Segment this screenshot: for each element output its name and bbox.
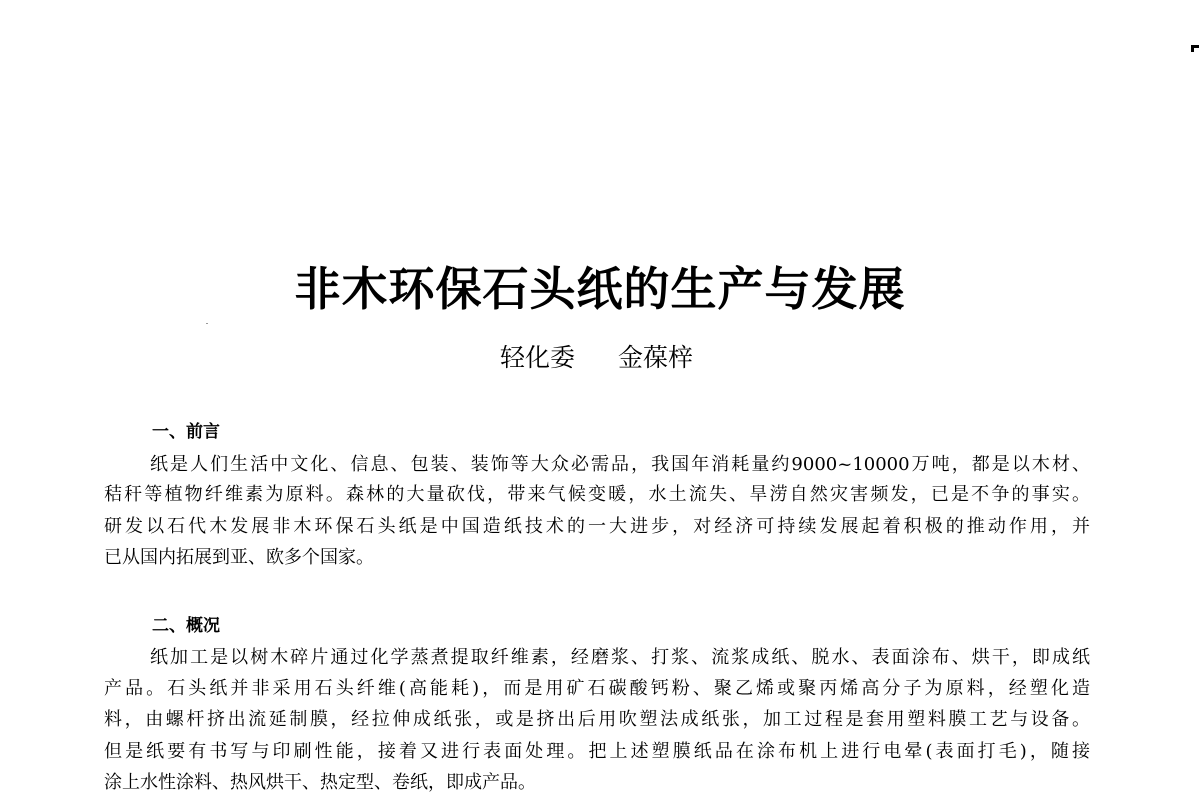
paragraph-line: 涂上水性涂料、热风烘干、热定型、卷纸，即成产品。	[104, 772, 536, 793]
paragraph-line: 料，由螺杆挤出流延制膜，经拉伸成纸张，或是挤出后用吹塑法成纸张，加工过程是套用塑料膜工艺与设备。	[104, 709, 1090, 730]
author-name: 金葆梓	[618, 343, 694, 372]
paragraph-line: 产品。石头纸并非采用石头纤维(高能耗)，而是用矿石碳酸钙粉、聚乙烯或聚丙烯高分子为原料，经塑化造	[104, 678, 1090, 699]
corner-crop-mark	[1191, 45, 1199, 52]
author-organization: 轻化委	[500, 343, 576, 372]
section-heading-overview: 二、概况	[152, 616, 220, 636]
byline	[500, 340, 720, 376]
paragraph-line: 纸是人们生活中文化、信息、包装、装饰等大众必需品，我国年消耗量约9000~10000万吨，都是以木材、	[150, 454, 1090, 475]
paragraph-line: 研发以石代木发展非木环保石头纸是中国造纸技术的一大进步，对经济可持续发展起着积极的推动作用，并	[104, 516, 1090, 537]
paragraph-line: 秸秆等植物纤维素为原料。森林的大量砍伐，带来气候变暖，水土流失、旱涝自然灾害频发，已是不争的事实。	[104, 484, 1090, 505]
paragraph-line: 但是纸要有书写与印刷性能，接着又进行表面处理。把上述塑膜纸品在涂布机上进行电晕(表面打毛)，随接	[104, 741, 1090, 762]
paragraph-line: 已从国内拓展到亚、欧多个国家。	[104, 547, 374, 568]
scan-speck	[206, 323, 208, 324]
paragraph-line: 纸加工是以树木碎片通过化学蒸煮提取纤维素，经磨浆、打浆、流浆成纸、脱水、表面涂布、烘干，即成纸	[150, 647, 1090, 668]
article-title: 非木环保石头纸的生产与发展	[294, 262, 906, 316]
section-heading-preface: 一、前言	[152, 422, 220, 442]
